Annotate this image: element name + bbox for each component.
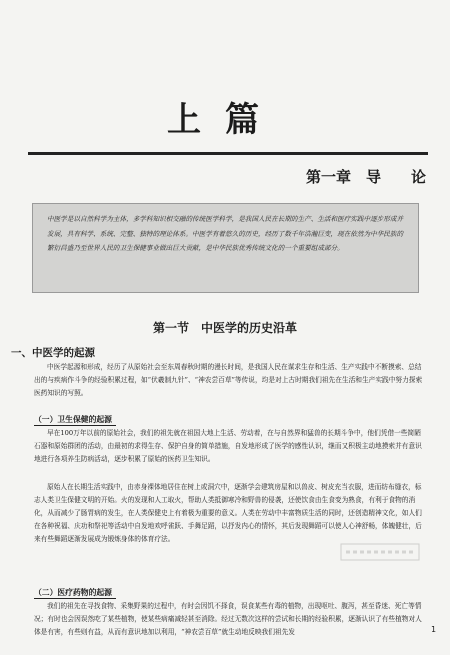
paragraph-intro: 中医学起源和形成，经历了从原始社会至东周春秋时期的漫长时间，是我国人民在谋求生存和生活、生产实践中不断摸索、总结出的与疾病作斗争的经验积累过程，如“伏羲制九针”、“神农尝百草”等传说，均是对上古时期我们祖先在生活和生产实践中努力探索医药知识的写照。 — [34, 363, 423, 398]
horizontal-rule — [28, 152, 428, 155]
chapter-abstract-box — [32, 203, 419, 293]
chapter-abstract-text: 中医学是以自然科学为主体，多学科知识相交融的传统医学科学，是我国人民在长期的生产、生活和医疗实践中逐步形成并发展，具有科学、系统、完整、独特的理论体系。中医学有着悠久的历史，经历了数千年浩瀚巨变，现在依然为中华民族的繁衍昌盛乃至世界人民的卫生保健事业做出巨大贡献，是中华民族优秀传统文化的一个重要组成部分。 — [47, 215, 404, 252]
library-stamp-watermark — [340, 542, 420, 562]
section-title: 第一节 中医学的历史沿革 — [152, 321, 297, 335]
subheading-health-care-origin: （一）卫生保健的起源 — [34, 414, 116, 426]
part-title: 上篇 — [167, 100, 283, 140]
page-number: 1 — [431, 625, 437, 634]
chapter-title: 第一章 导 论 — [305, 168, 426, 186]
paragraph-medicine: 我们的祖先在寻找食物、采集野果的过程中，有时会因饥不择食，误食某些有毒的植物，出现呕吐、腹泻，甚至昏迷、死亡等情况；有时也会因误然吃了某些植物，使某些病痛减轻甚至消除。经过无数次这样的尝试和长期的经验积累，逐渐认识了有些植物对人体是有害，有些则有益，从而有意识地加以利用，“神农尝百草”就生动地反映我们祖先发 — [34, 602, 422, 637]
subheading-medicine-origin: （二）医疗药物的起源 — [34, 587, 116, 599]
heading-origin: 一、中医学的起源 — [11, 347, 95, 359]
paragraph-health-care: 早在100万年以前的原始社会，我们的祖先就在祖国大地上生活、劳动着，在与自然界和猛兽的长期斗争中，他们凭借一些简陋石器和原始群团的活动，由最初的求得生存、保护自身的简单措施，自发地形成了医学的感性认识，继而又积极主动地摸索并有意识地进行各项养生防病活动，逐步积累了原始的医药卫生知识。 — [34, 429, 422, 464]
paragraph-primitive-life: 原始人在长期生活实践中，由赤身裸体地居住在树上或洞穴中，逐渐学会建筑房屋和以兽皮、树皮充当衣服，进而纺布缝衣，标志人类卫生保健文明的开始。火的发现和人工取火，帮助人类抵御寒冷和野兽的侵袭，还使饮食由生食变为熟食，有利于食物的消化，从而减少了肠胃病的发生，在人类保健史上有着极为重要的意义。人类在劳动中丰富物质生活的同时，还创造精神文化，如人们在各种祝福、庆功和祭祀等活动中自发地欢呼雀跃、手舞足蹈，以抒发内心的情怀，其后发现舞蹈可以使人心神舒畅，体魄健壮，后来有些舞蹈逐渐发展成为锻炼身体的体育疗法。 — [34, 483, 422, 544]
